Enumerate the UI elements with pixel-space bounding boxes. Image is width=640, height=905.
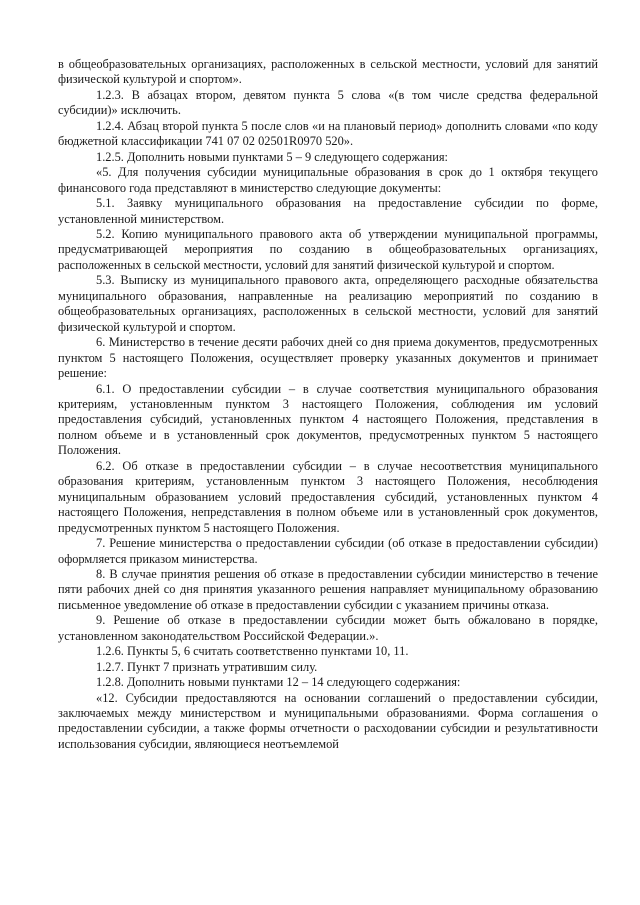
paragraph-item-8: 8. В случае принятия решения об отказе в предоставлении субсидии министерство в течение пяти рабочих дней со дня принятия указанного решения направляет муниципальному образованию письменное уведомление об отказе в предоставлении субсидии с указанием причины отказа. — [58, 566, 598, 612]
paragraph-1-2-5: 1.2.5. Дополнить новыми пунктами 5 – 9 следующего содержания: — [96, 149, 448, 164]
paragraph-item-5-3: 5.3. Выписку из муниципального правового акта, определяющего расходные обязательства муниципального образования, направленные на реализацию мероприятий по созданию в общеобразовательных организациях, расположенных в сельской местности, условий для занятий физической культурой и спортом. — [58, 273, 598, 334]
paragraph-item-6-1: 6.1. О предоставлении субсидии – в случае соответствия муниципального образования критериям, установленным пунктом 3 настоящего Положения, соблюдения им условий предоставления субсидий, установленных пунктом 4 настоящего Положения, представления в полном объеме и в установленный срок документов, предусмотренных пунктом 5 настоящего Положения. — [58, 381, 598, 458]
paragraph-item-7: 7. Решение министерства о предоставлении субсидии (об отказе в предоставлении субсидии) оформляется приказом министерства. — [58, 536, 598, 566]
paragraph-item-5-2: 5.2. Копию муниципального правового акта об утверждении муниципальной программы, предусматривающей мероприятия по созданию в общеобразовательных организациях, расположенных в сельской местности, условий для занятий физической культурой и спортом. — [58, 226, 598, 272]
paragraph-item-6: 6. Министерство в течение десяти рабочих дней со дня приема документов, предусмотренных пунктом 5 настоящего Положения, осуществляет проверку указанных документов и принимает решение: — [58, 335, 598, 381]
paragraph-1-2-8: 1.2.8. Дополнить новыми пунктами 12 – 14 следующего содержания: — [96, 675, 461, 690]
paragraph-item-12: «12. Субсидии предоставляются на основании соглашений о предоставлении субсидии, заключаемых между министерством и муниципальными образованиями. Форма соглашения о предоставлении субсидии, а также формы отчетности о расходовании субсидии и результативности использования субсидии, являющиеся неотъемлемой — [58, 690, 598, 751]
paragraph-continuation: в общеобразовательных организациях, расположенных в сельской местности, условий для занятий физической культурой и спортом». — [58, 57, 598, 87]
paragraph-item-6-2: 6.2. Об отказе в предоставлении субсидии – в случае несоответствия муниципального образования критериям, установленным пунктом 3 настоящего Положения, несоблюдения муниципальным образованием условий предоставления субсидий, установленных пунктом 4 настоящего Положения, непредставления в полном объеме или в установленный срок документов, предусмотренных пунктом 5 настоящего Положения. — [58, 458, 598, 535]
paragraph-item-9: 9. Решение об отказе в предоставлении субсидии может быть обжаловано в порядке, установленном законодательством Российской Федерации.». — [58, 613, 598, 643]
document-page — [58, 57, 598, 752]
paragraph-item-5-1: 5.1. Заявку муниципального образования на предоставление субсидии по форме, установленной министерством. — [58, 196, 598, 226]
paragraph-1-2-3: 1.2.3. В абзацах втором, девятом пункта 5 слова «(в том числе средства федеральной субсидии)» исключить. — [58, 87, 598, 118]
paragraph-item-5: «5. Для получения субсидии муниципальные образования в срок до 1 октября текущего финансового года представляют в министерство следующие документы: — [58, 165, 598, 195]
paragraph-1-2-7: 1.2.7. Пункт 7 признать утратившим силу. — [96, 659, 318, 674]
paragraph-1-2-6: 1.2.6. Пункты 5, 6 считать соответственно пунктами 10, 11. — [96, 644, 409, 659]
paragraph-1-2-4: 1.2.4. Абзац второй пункта 5 после слов «и на плановый период» дополнить словами «по коду бюджетной классификации 741 07 02 02501R0970 520». — [58, 118, 598, 149]
